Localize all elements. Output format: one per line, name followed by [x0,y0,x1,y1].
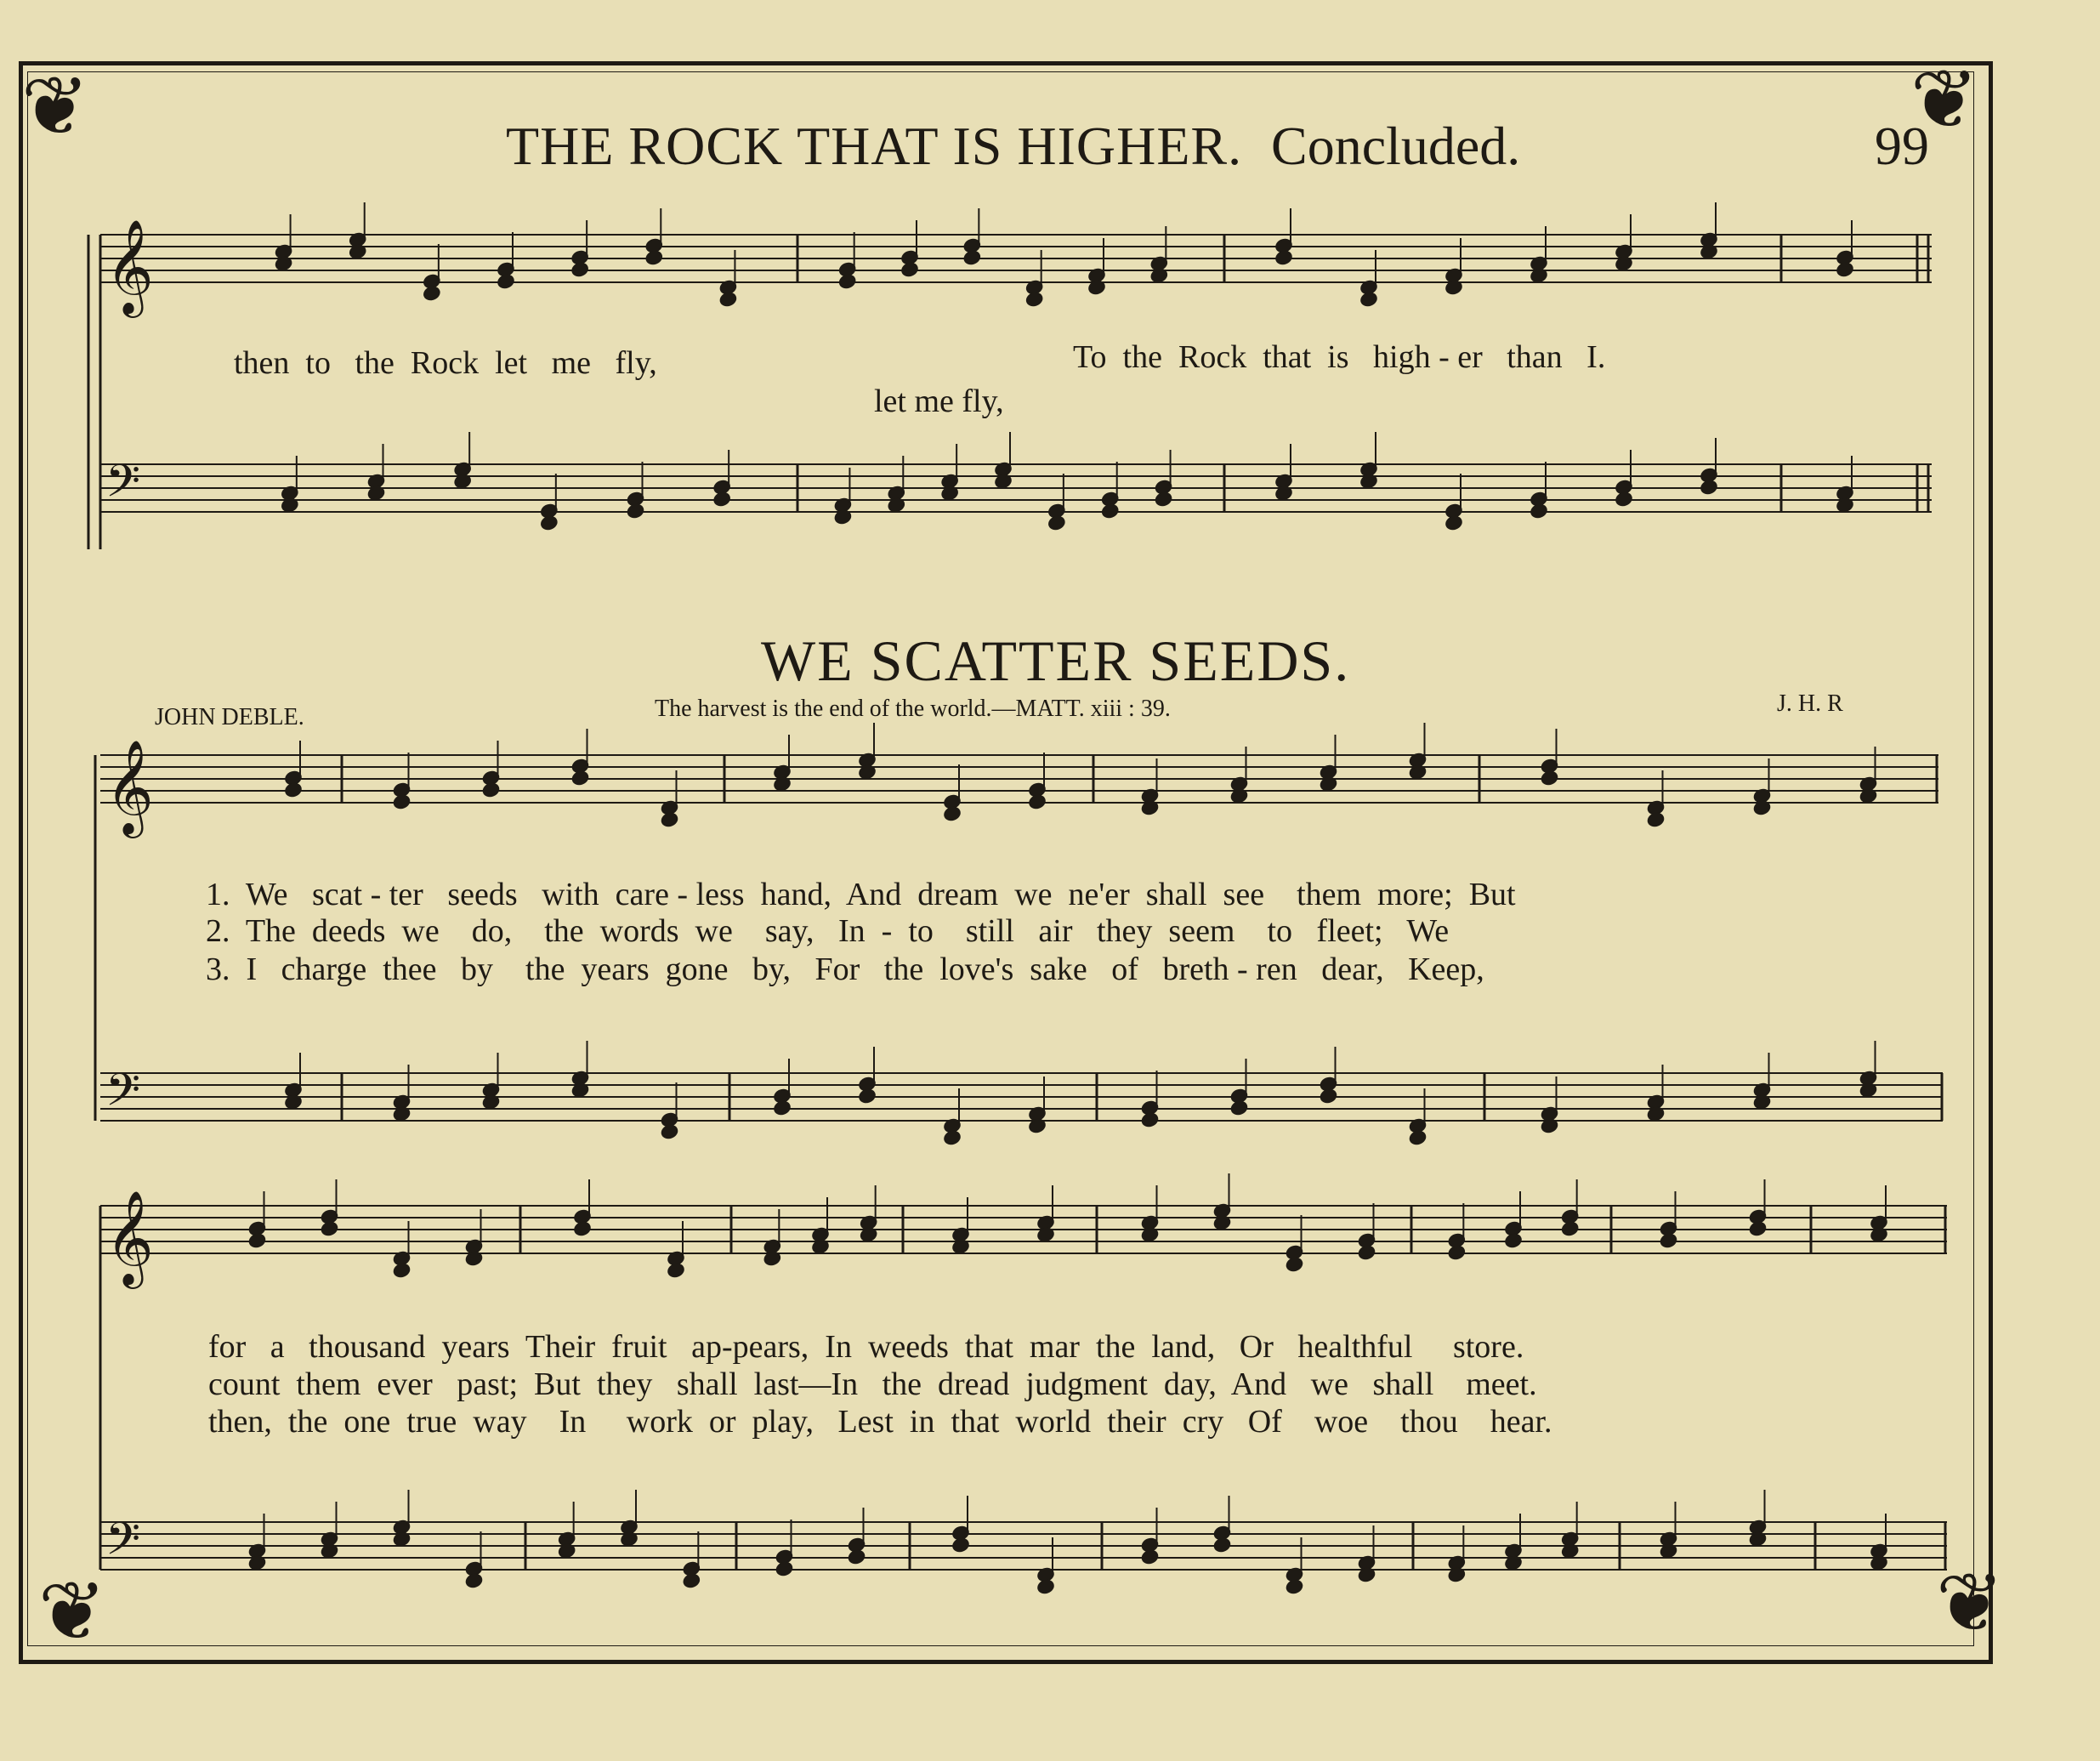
song1-lyrics-alt: let me fly, [874,383,1004,419]
note-head [962,249,981,265]
note-head [465,1572,484,1588]
song2-verse2-line2: count them ever past; But they shall last—In the dread judgment day, And we shall meet. [208,1366,1537,1402]
note-head [1615,491,1633,507]
note-head [1530,503,1548,519]
note-head [393,1262,411,1278]
note-head [1213,1537,1232,1553]
note-head [1274,249,1293,265]
corner-ornament-icon: ❦ [1910,52,1979,147]
note-head [900,261,919,277]
note-head [573,1220,592,1236]
note-head [1749,1220,1768,1236]
song2-verse1-line2: for a thousand years Their fruit ap-pears, In weeds that mar the land, Or healthful store. [208,1329,1524,1365]
note-head [1359,291,1378,307]
note-head [1700,479,1718,495]
note-head [627,503,645,519]
note-head [1155,491,1173,507]
note-head [482,781,501,798]
song1-subtitle: Concluded. [1271,116,1521,176]
note-head [1286,1578,1304,1594]
note-head [570,261,589,277]
note-head [712,491,731,507]
page-number: 99 [1875,116,1929,176]
treble-clef-icon: 𝄞 [105,219,154,314]
note-head [1447,1244,1466,1260]
note-head [1141,1548,1160,1565]
note-head [661,1123,679,1139]
note-head [248,1232,267,1248]
note-head [951,1537,970,1553]
note-head [497,273,515,289]
note-head [775,1560,794,1576]
note-head [1141,1111,1160,1128]
note-head [423,285,441,301]
corner-ornament-icon: ❦ [37,1564,107,1659]
note-head [943,1129,962,1145]
bass-clef-icon: 𝄢 [105,1514,141,1576]
note-head [1836,261,1854,277]
note-head [284,781,303,798]
song2-author: JOHN DEBLE. [155,704,304,730]
note-head [1561,1220,1580,1236]
note-head [1647,811,1666,827]
note-head [571,770,590,786]
note-head [773,1099,792,1116]
note-head [858,1088,877,1104]
song1-lyrics-main: then to the Rock let me fly, [234,345,657,381]
note-head [1409,1129,1427,1145]
note-head [719,291,738,307]
note-head [943,805,962,821]
note-head [321,1220,339,1236]
note-head [848,1548,866,1565]
song1-title: THE ROCK THAT IS HIGHER. [506,116,1243,176]
note-head [644,249,663,265]
corner-ornament-icon: ❦ [20,59,90,154]
note-head [1230,1099,1249,1116]
note-head [1286,1256,1304,1272]
note-head [838,273,857,289]
note-head [667,1262,685,1278]
song2-verse3-line1: 3. I charge thee by the years gone by, For the love's sake of breth - ren dear, Keep, [206,952,1484,987]
note-head [1320,1088,1338,1104]
note-head [1444,514,1463,531]
note-head [1101,503,1120,519]
note-head [1660,1232,1678,1248]
note-head [1028,793,1047,809]
note-head [1025,291,1044,307]
note-head [682,1572,701,1588]
song2-scripture: The harvest is the end of the world.—MATT. xiii : 39. [655,696,1171,722]
song2-verse1-line1: 1. We scat - ter seeds with care - less hand, And dream we ne'er shall see them more; But [206,877,1516,912]
bass-clef-icon: 𝄢 [105,1065,141,1128]
note-head [1036,1578,1055,1594]
note-head [1541,770,1559,786]
note-head [540,514,559,531]
note-head [661,811,679,827]
song2-verse3-line2: then, the one true way In work or play, Lest in that world their cry Of woe thou hear. [208,1404,1552,1440]
song1-lyrics-main-b: To the Rock that is high - er than I. [1073,339,1606,375]
song2-composer: J. H. R [1777,690,1843,717]
bass-clef-icon: 𝄢 [105,456,141,519]
song2-verse2-line1: 2. The deeds we do, the words we say, In - to still air they seem to fleet; We [206,913,1450,949]
song2-title: WE SCATTER SEEDS. [761,628,1351,693]
note-head [393,793,411,809]
treble-clef-icon: 𝄞 [105,1190,154,1285]
note-head [1047,514,1066,531]
note-head [1358,1244,1376,1260]
corner-ornament-icon: ❦ [1935,1555,2005,1650]
note-head [1504,1232,1523,1248]
treble-clef-icon: 𝄞 [105,739,154,834]
